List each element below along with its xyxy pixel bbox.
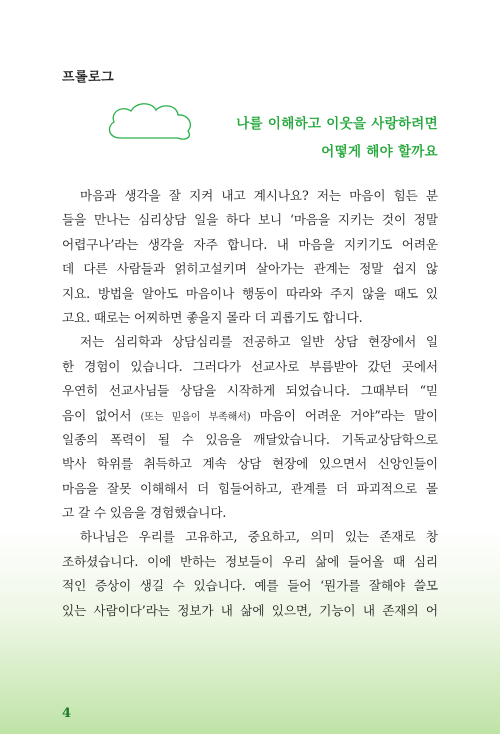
- body-line: 저는 심리학과 상담심리를 전공하고 일반 상담 현장에서 일: [80, 334, 438, 350]
- body-line: 들을 만나는 심리상담 일을 하다 보니 ‘마음을 지키는 것이 정말: [62, 212, 438, 228]
- body-line: 지요. 방법을 알아도 마음이나 행동이 따라와 주지 않을 때도 있: [62, 285, 438, 301]
- page-number: 4: [62, 706, 72, 721]
- body-line: 마음을 잘못 이해해서 더 힘들어하고, 관계를 더 파괴적으로 몰: [62, 480, 438, 496]
- body-line-mixed: [62, 404, 438, 428]
- body-line: 우연히 선교사님들 상담을 시작하게 되었습니다. 그때부터 “믿: [62, 383, 438, 399]
- section-label: 프롤로그: [62, 70, 115, 85]
- body-line: 있는 사람이다’라는 정보가 내 삶에 있으면, 기능이 내 존재의 어: [62, 602, 438, 618]
- body-line: 하나님은 우리를 고유하고, 중요하고, 의미 있는 존재로 창: [80, 529, 438, 545]
- chapter-title-line-1: 나를 이해하고 이웃을 사랑하려면: [236, 116, 438, 132]
- body-line: 마음과 생각을 잘 지켜 내고 계시나요? 저는 마음이 힘든 분: [80, 188, 438, 203]
- parenthetical-note: (또는 믿음이 부족해서): [140, 411, 251, 423]
- body-line: 고요. 때로는 어찌하면 좋을지 몰라 더 괴롭기도 합니다.: [62, 309, 363, 325]
- body-line: 어렵구나’라는 생각을 자주 합니다. 내 마음을 지키기도 어려운: [62, 236, 438, 252]
- body-line: 고 갈 수 있음을 경험했습니다.: [62, 505, 227, 521]
- cloud-ornament: [104, 100, 196, 142]
- chapter-title-line-2: 어떻게 해야 할까요: [321, 144, 438, 160]
- body-text: [62, 184, 438, 623]
- body-line: 박사 학위를 취득하고 계속 상담 현장에 있으면서 신앙인들이: [62, 456, 438, 472]
- body-line: 일종의 폭력이 될 수 있음을 깨달았습니다. 기독교상담학으로: [62, 431, 438, 447]
- body-line: 데 다른 사람들과 얽히고설키며 살아가는 관계는 정말 쉽지 않: [62, 261, 438, 277]
- mixed-text-before: 음이 없어서: [62, 407, 141, 423]
- body-line: 조하셨습니다. 이에 반하는 정보들이 우리 삶에 들어올 때 심리: [62, 553, 438, 569]
- body-line: 한 경험이 있습니다. 그러다가 선교사로 부름받아 갔던 곳에서: [62, 358, 438, 374]
- body-line: 적인 증상이 생길 수 있습니다. 예를 들어 ‘뭔가를 잘해야 쓸모: [62, 578, 438, 594]
- mixed-text-after: 마음이 어려운 거야”라는 말이: [250, 407, 438, 423]
